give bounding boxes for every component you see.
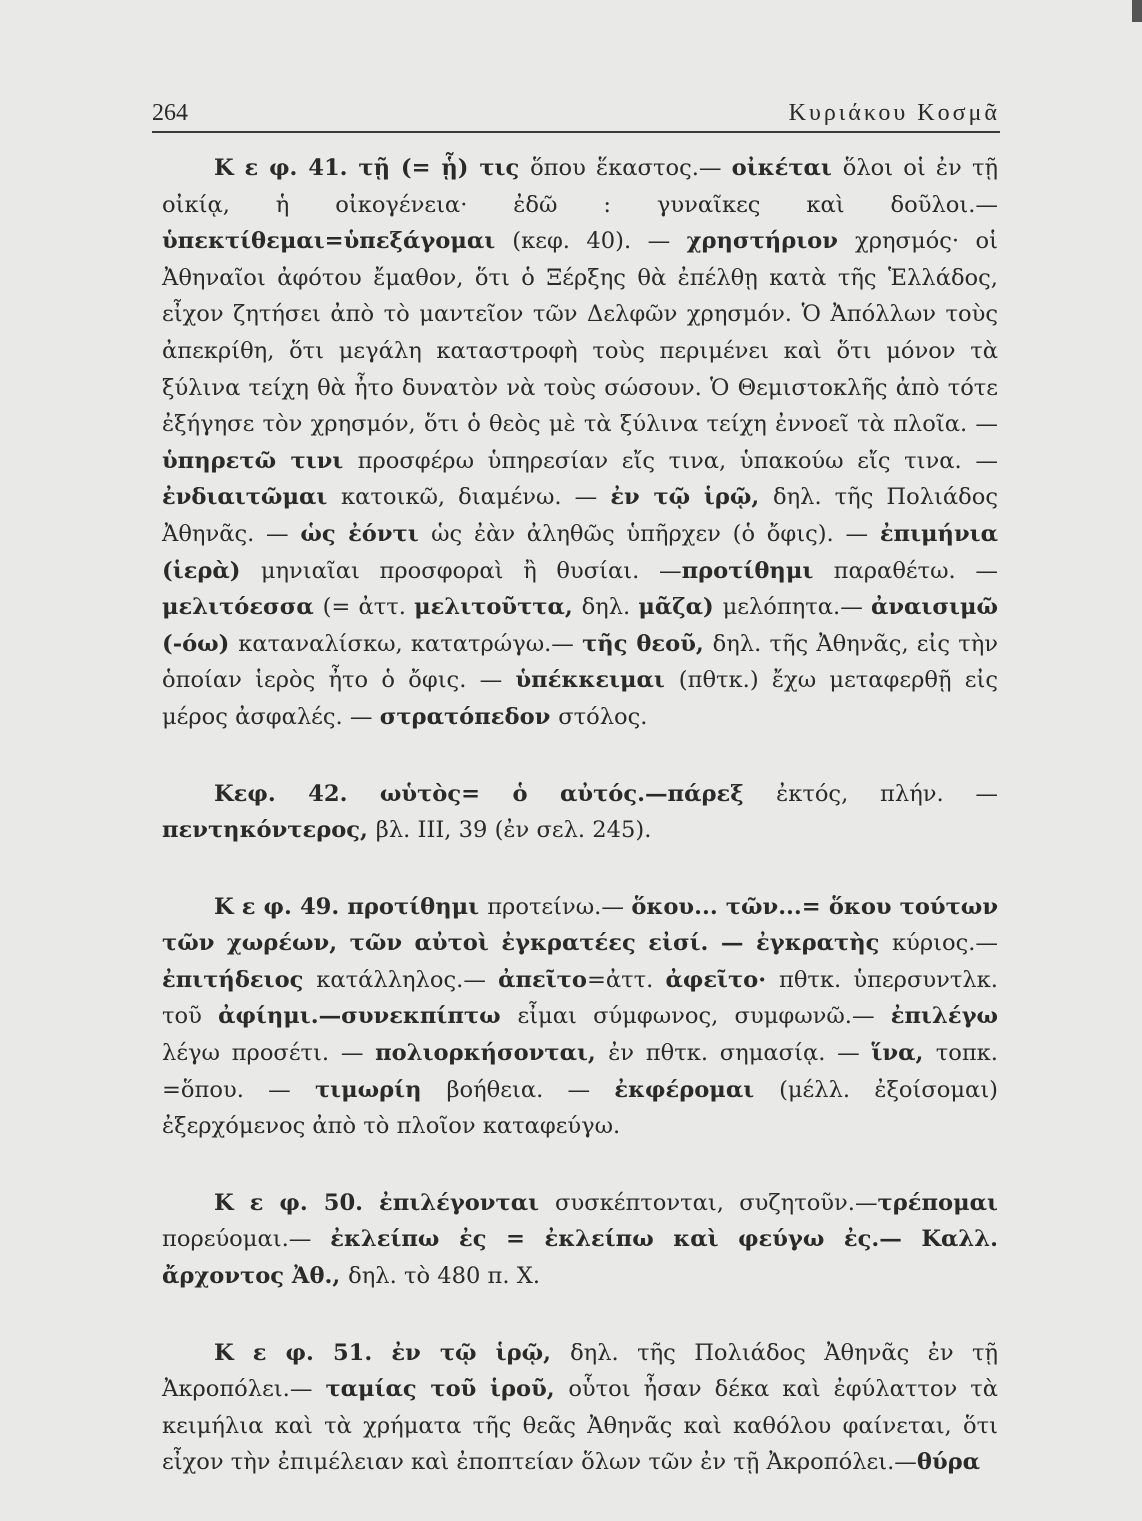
gloss-text: (κεφ. 40). —	[512, 228, 687, 255]
headword: ὅκου... τῶν...= ὅκου τούτων τῶν χωρέων, τῶν αὐτοὶ ἐγκρατέες εἰσί. — ἐγκρατὴς	[162, 893, 998, 957]
headword: ἐκλείπω ἐς = ἐκλείπω καὶ φεύγω ἐς.— Καλλ. ἄρχοντος Ἀθ.,	[162, 1226, 998, 1290]
gloss-text: τοπκ. =ὅπου. —	[162, 1040, 998, 1103]
gloss-text: πθτκ. ὑπερσυντλκ. τοῦ	[162, 966, 998, 1030]
gloss-text: κύριος.—	[891, 930, 998, 957]
headword: οἰκέται	[731, 155, 843, 181]
headword: στρατόπεδον	[379, 703, 559, 730]
gloss-text: δηλ. τῆς Πολιάδος Ἀθηνᾶς ἐν τῇ Ἀκροπόλει.—	[162, 1339, 998, 1403]
paragraph-chapter-49	[162, 889, 998, 1145]
paragraph-chapter-50	[162, 1185, 998, 1295]
gloss-text: (= ἀττ.	[322, 594, 415, 621]
gloss-text: δηλ. τὸ 480 π. Χ.	[348, 1263, 541, 1290]
running-head	[152, 100, 1000, 130]
headword: ὑπέκκειμαι	[515, 667, 679, 694]
gloss-text: συσκέπτονται, συζητοῦν.—	[555, 1189, 878, 1216]
gloss-text: χρησμός· οἱ Ἀθηναῖοι ἀφότου ἔμαθον, ὅτι ὁ Ξέρξης θὰ ἐπέλθῃ κατὰ τῆς Ἑλλάδος, εἶχον ζητήσει ἀπὸ τὸ μαντεῖον τῶν Δελφῶν χρησμόν. Ὁ Ἀπόλλων τοὺς ἀπεκρίθη, ὅτι μεγάλη καταστροφὴ τοὺς περιμένει καὶ ὅτι μόνον τὰ ξύλινα τείχη θὰ ἦτο δυνατὸν νὰ τοὺς σώσουν. Ὁ Θεμιστοκλῆς ἀπὸ τότε ἐξήγησε τὸν χρησμόν, ὅτι ὁ θεὸς μὲ τὰ ξύλινα τείχη ἐννοεῖ τὰ πλοῖα. —	[162, 228, 999, 438]
gloss-text: βλ. III, 39 (ἐν σελ. 245).	[375, 817, 652, 844]
headword: ἀπεῖτο	[498, 966, 587, 993]
headword: μᾶζα)	[638, 594, 723, 621]
gloss-text: ἐν πθτκ. σημασίᾳ. —	[608, 1040, 872, 1067]
headword: Κ ε φ. 41. τῇ (= ᾗ) τις	[214, 155, 531, 181]
headword: πεντηκόντερος,	[162, 817, 376, 844]
gloss-text: (πθτκ.) ἔχω μεταφερθῇ εἰς μέρος ἀσφαλές. —	[162, 667, 998, 730]
headword: μελιτοῦττα,	[414, 594, 582, 621]
header-rule	[152, 131, 1000, 133]
gloss-text: παραθέτω. —	[833, 557, 998, 584]
headword: Κ ε φ. 50. ἐπιλέγονται	[214, 1189, 556, 1216]
headword: ἐπιλέγω	[890, 1003, 998, 1030]
headword: ἐκφέρομαι	[614, 1076, 780, 1103]
gloss-text: ὅπου ἕκαστος.—	[530, 155, 732, 181]
headword: προτίθημι	[681, 557, 834, 584]
gloss-text: κατοικῶ, διαμένω. —	[341, 484, 611, 511]
body-text	[162, 150, 998, 1521]
gloss-text: κατάλληλος.—	[316, 966, 499, 993]
gloss-text: ὡς ἐὰν ἀληθῶς ὑπῆρχεν (ὁ ὄφις). —	[431, 520, 880, 547]
page-number: 264	[152, 100, 188, 126]
gloss-text: =ἀττ.	[586, 966, 666, 993]
gloss-text: βοήθεια. —	[446, 1076, 615, 1103]
headword: ἀφεῖτο·	[665, 966, 779, 993]
headword: ἐπιτήδειος	[162, 966, 317, 993]
headword: μελιτόεσσα	[162, 594, 323, 621]
headword: ἐν τῷ ἱρῷ,	[610, 484, 773, 511]
gloss-text: δηλ. τῆς Πολιάδος Ἀθηνᾶς. —	[162, 484, 999, 547]
gloss-text: ἐκτός, πλήν. —	[776, 780, 999, 807]
gloss-text: εἶμαι σύμφωνος, συμφωνῶ.—	[517, 1003, 891, 1030]
paragraph-chapter-42	[162, 776, 998, 849]
headword: χρηστήριον	[686, 228, 856, 255]
gloss-text: (μέλλ. ἐξοίσομαι) ἐξερχόμενος ἀπὸ τὸ πλοῖον καταφεύγω.	[162, 1076, 998, 1140]
headword: ὑπεκτίθεμαι=ὑπεξάγομαι	[162, 228, 513, 255]
headword: ταμίας τοῦ ἱροῦ,	[325, 1376, 569, 1403]
gloss-text: προσφέρω ὑπηρεσίαν εἴς τινα, ὑπακούω εἴς τινα. —	[357, 447, 998, 474]
gloss-text: μηνιαῖαι προσφοραὶ ἢ θυσίαι. —	[260, 557, 682, 584]
gloss-text: οὗτοι ἦσαν δέκα καὶ ἐφύλαττον τὰ κειμήλια καὶ τὰ χρήματα τῆς θεᾶς Ἀθηνᾶς καὶ καθόλου φαίνεται, ὅτι εἶχον τὴν ἐπιμέλειαν καὶ ἐποπτείαν ὅλων τῶν ἐν τῇ Ἀκροπόλει.—	[162, 1376, 998, 1476]
gloss-text: ὅλοι οἱ ἐν τῇ οἰκίᾳ, ἡ οἰκογένεια· ἐδῶ : γυναῖκες καὶ δοῦλοι.—	[162, 155, 998, 218]
headword: Κ ε φ. 51. ἐν τῷ ἱρῷ,	[214, 1339, 571, 1366]
gloss-text: πορεύομαι.—	[162, 1226, 331, 1253]
gloss-text: λέγω προσέτι. —	[162, 1040, 376, 1067]
gloss-text: δηλ.	[581, 594, 639, 621]
headword: πολιορκήσονται,	[375, 1040, 609, 1067]
headword: θύρα	[916, 1449, 981, 1476]
gloss-text: καταναλίσκω, κατατρώγω.—	[238, 630, 583, 657]
gloss-text: προτείνω.—	[487, 893, 632, 920]
headword: τῆς θεοῦ,	[582, 630, 713, 657]
headword: ὡς ἐόντι	[300, 520, 432, 547]
headword: τρέπομαι	[877, 1189, 998, 1216]
headword: ἐνδιαιτῶμαι	[162, 484, 342, 511]
headword: Κ ε φ. 49. προτίθημι	[214, 893, 488, 920]
paragraph-chapter-51	[162, 1335, 998, 1481]
headword: ἵνα,	[871, 1040, 936, 1067]
headword: τιμωρίη	[314, 1076, 447, 1103]
paragraph-chapter-41	[162, 150, 998, 736]
running-title: Κυριάκου Κοσμᾶ	[788, 100, 1000, 126]
gloss-text: στόλος.	[558, 703, 648, 730]
headword: ἀναισιμῶ (-όω)	[162, 594, 998, 657]
headword: Κεφ. 42. ωὑτὸς= ὁ αὐτός.—πάρεξ	[214, 780, 777, 807]
headword: ὑπηρετῶ τινι	[162, 447, 358, 474]
headword: ἀφίημι.—συνεκπίπτω	[218, 1003, 518, 1030]
headword: ἐπιμήνια (ἱερὰ)	[162, 520, 998, 584]
scan-edge-mark	[1132, 0, 1142, 22]
gloss-text: μελόπητα.—	[722, 594, 871, 621]
gloss-text: δηλ. τῆς Ἀθηνᾶς, εἰς τὴν ὁποίαν ἱερὸς ἦτο ὁ ὄφις. —	[162, 630, 998, 694]
